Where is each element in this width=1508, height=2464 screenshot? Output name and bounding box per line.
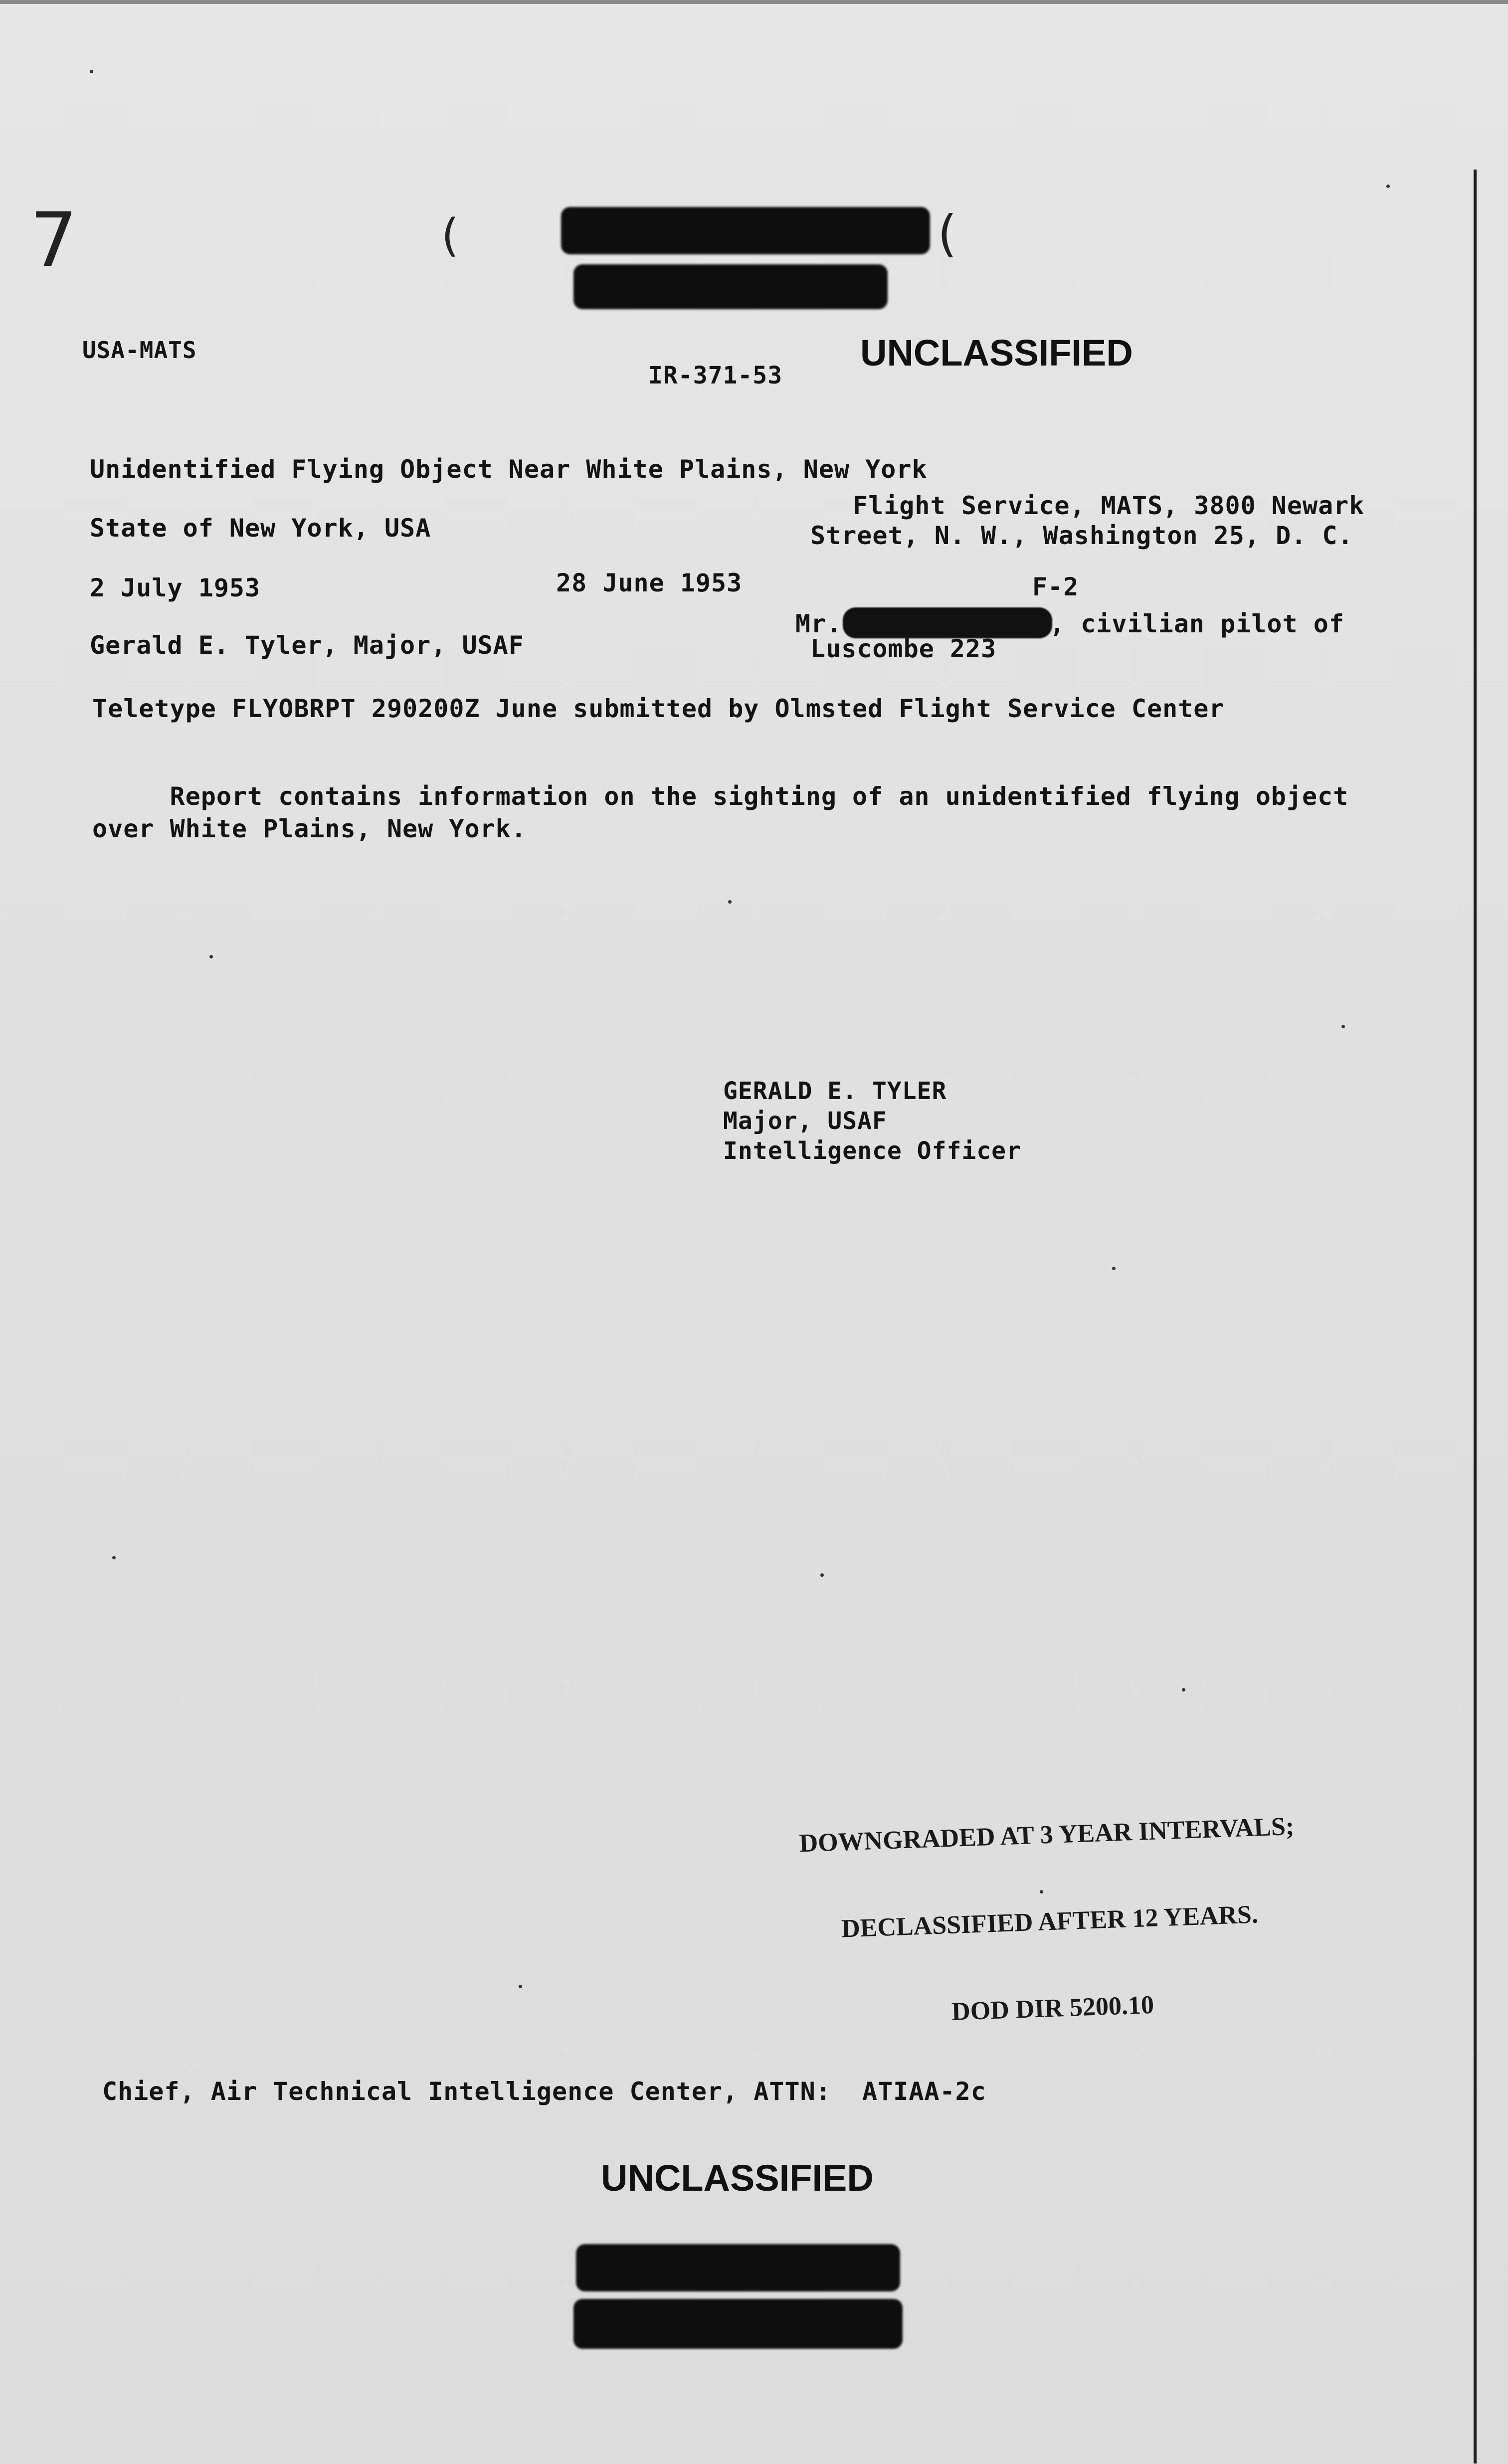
scan-speck xyxy=(728,900,732,904)
scan-speck xyxy=(209,955,213,958)
redaction-bar-bottom-1 xyxy=(576,2244,900,2291)
scan-speck xyxy=(112,1556,116,1559)
signature-name: GERALD E. TYLER xyxy=(723,1077,947,1105)
signature-title: Intelligence Officer xyxy=(723,1137,1021,1165)
distribution-line: Chief, Air Technical Intelligence Center, ATTN: ATIAA-2c xyxy=(102,2077,986,2106)
prepared-by: Gerald E. Tyler, Major, USAF xyxy=(90,631,524,660)
scan-speck xyxy=(519,1985,522,1988)
classification-stamp-bottom: UNCLASSIFIED xyxy=(601,2157,874,2199)
evaluation-code: F-2 xyxy=(1032,572,1079,601)
redaction-bar-top-1 xyxy=(561,207,930,254)
scan-speck xyxy=(90,70,93,73)
summary-line-1: Report contains information on the sighting of an unidentified flying object xyxy=(92,782,1349,811)
scan-speck xyxy=(1386,185,1390,188)
scan-speck xyxy=(1112,1267,1116,1270)
scan-speck xyxy=(1182,1688,1185,1692)
scan-speck xyxy=(1341,1025,1345,1028)
signature-rank: Major, USAF xyxy=(723,1107,887,1135)
source-line-2: Street, N. W., Washington 25, D. C. xyxy=(810,521,1353,550)
declass-line-3: DOD DIR 5200.10 xyxy=(951,1990,1154,2026)
redaction-informant-name xyxy=(843,607,1052,638)
area-line: State of New York, USA xyxy=(90,514,431,543)
scan-right-edge xyxy=(1474,170,1477,2464)
declassification-stamp xyxy=(762,1753,1337,2090)
scan-top-edge xyxy=(0,0,1508,4)
scan-speck xyxy=(1040,1890,1043,1894)
declass-line-2: DECLASSIFIED AFTER 12 YEARS. xyxy=(841,1900,1259,1943)
info-date: 28 June 1953 xyxy=(556,569,743,597)
classification-stamp-top: UNCLASSIFIED xyxy=(860,332,1133,374)
references-line: Teletype FLYOBRPT 290200Z June submitted by Olmsted Flight Service Center xyxy=(92,694,1225,723)
paren-mark-right: ( xyxy=(938,204,957,263)
redaction-bar-top-2 xyxy=(573,264,888,309)
report-date: 2 July 1953 xyxy=(90,573,261,602)
source-line-1: Flight Service, MATS, 3800 Newark xyxy=(853,491,1365,520)
scan-speck xyxy=(820,1573,824,1577)
origin-label: USA-MATS xyxy=(82,337,197,364)
informant-prefix: Mr. xyxy=(795,609,842,638)
informant-suffix: , civilian pilot of xyxy=(1050,609,1344,638)
margin-mark: 7 xyxy=(30,197,78,284)
subject-line: Unidentified Flying Object Near White Plains, New York xyxy=(90,455,928,484)
summary-line-2: over White Plains, New York. xyxy=(92,814,527,843)
redaction-bar-bottom-2 xyxy=(573,2299,903,2349)
report-number: IR-371-53 xyxy=(648,362,783,389)
declass-line-1: DOWNGRADED AT 3 YEAR INTERVALS; xyxy=(798,1812,1295,1858)
paren-mark-left: ( xyxy=(441,209,459,262)
informant-line-2: Luscombe 223 xyxy=(810,634,997,663)
